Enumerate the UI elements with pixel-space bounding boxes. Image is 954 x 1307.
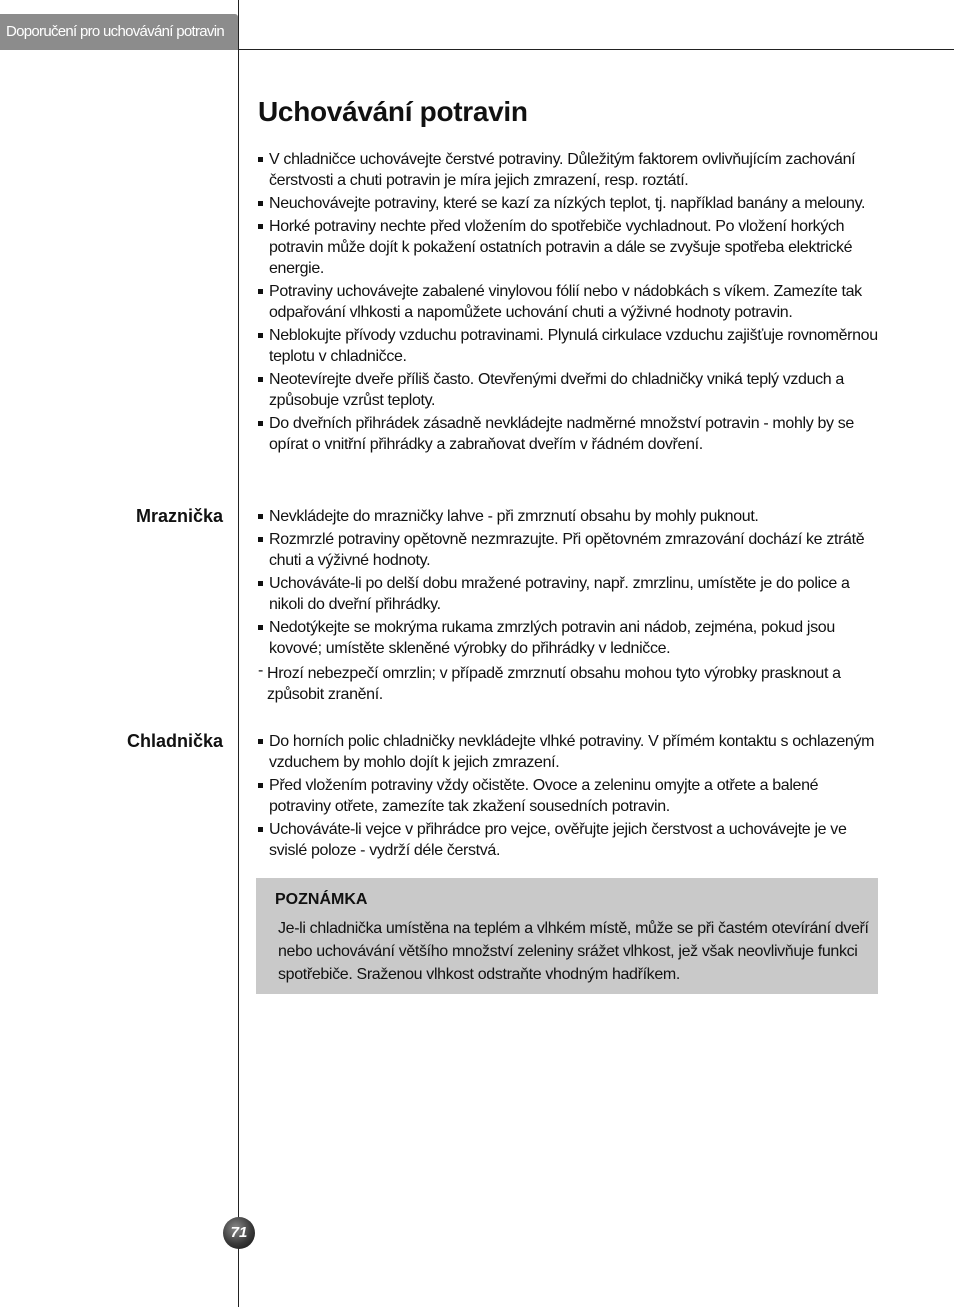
list-item: Neblokujte přívody vzduchu potravinami. Plynulá cirkulace vzduchu zajišťuje rovnoměrnou teplotu v chladničce. xyxy=(258,325,880,367)
page-number: 71 xyxy=(223,1217,255,1249)
list-item: V chladničce uchovávejte čerstvé potraviny. Důležitým faktorem ovlivňujícím zachování čerstvosti a chuti potravin je míra jejich zmrazení, resp. roztátí. xyxy=(258,149,880,191)
section-tab xyxy=(0,14,238,50)
list-item: Neuchovávejte potraviny, které se kazí za nízkých teplot, tj. například banány a melouny. xyxy=(258,193,880,214)
freezer-heading: Mraznička xyxy=(135,506,223,526)
list-item: Nedotýkejte se mokrýma rukama zmrzlých potravin ani nádob, zejména, pokud jsou kovové; umístěte skleněné výrobky do přihrádky v ledničce. xyxy=(258,617,880,659)
page-title: Uchovávání potravin xyxy=(258,96,528,127)
list-item: Rozmrzlé potraviny opětovně nezmrazujte. Při opětovném zmrazování dochází ke ztrátě chuti a výživné hodnoty. xyxy=(258,529,880,571)
warning-text: Hrozí nebezpečí omrzlin; v případě zmrznutí obsahu mohou tyto výrobky prasknout a způsobit zranění. xyxy=(267,665,841,703)
list-item: Neotevírejte dveře příliš často. Otevřenými dveřmi do chladničky vniká teplý vzduch a způsobuje vzrůst teploty. xyxy=(258,369,880,411)
list-item: Nevkládejte do mrazničky lahve - při zmrznutí obsahu by mohly puknout. xyxy=(258,506,880,527)
list-item: Horké potraviny nechte před vložením do spotřebiče vychladnout. Po vložení horkých potravin může dojít k pokažení ostatních potravin a dále se zvyšuje spotřeba elektrické energie. xyxy=(258,216,880,279)
list-item: Potraviny uchovávejte zabalené vinylovou fólií nebo v nádobkách s víkem. Zamezíte tak odpařování vlhkosti a napomůžete uchování chuti a výživné hodnoty potravin. xyxy=(258,281,880,323)
note-title: POZNÁMKA xyxy=(275,891,368,908)
list-item: Do dveřních přihrádek zásadně nevkládejte nadměrné množství potravin - mohly by se opírat o vnitřní přihrádky a zabraňovat dveřím v řádném dovření. xyxy=(258,413,880,455)
freezer-tips-list xyxy=(258,506,880,707)
dash-mark: - xyxy=(258,662,263,679)
list-item: Před vložením potraviny vždy očistěte. Ovoce a zeleninu omyjte a otřete a balené potraviny otřete, zamezíte tak zkažení sousedních potravin. xyxy=(258,775,880,817)
fridge-heading: Chladnička xyxy=(126,731,223,751)
note-box xyxy=(256,878,878,994)
list-item-warning xyxy=(258,663,880,705)
list-item: Do horních polic chladničky nevkládejte vlhké potraviny. V přímém kontaktu s ochlazeným vzduchem by mohlo dojít k jejich zmrazení. xyxy=(258,731,880,773)
section-tab-label: Doporučení pro uchovávání potravin xyxy=(5,23,224,40)
note-text: Je-li chladnička umístěna na teplém a vlhkém místě, může se při častém otevírání dveří nebo uchovávání většího množství zeleniny srážet vlhkost, jež však neovlivňuje funkci spotřebiče. Sraženou vlhkost odstraňte vhodným hadříkem. xyxy=(278,920,869,983)
fridge-tips-list xyxy=(258,731,880,863)
list-item: Uchováváte-li po delší dobu mražené potraviny, např. zmrzlinu, umístěte je do police a nikoli do dveřní přihrádky. xyxy=(258,573,880,615)
header-divider xyxy=(238,49,954,50)
list-item: Uchováváte-li vejce v přihrádce pro vejce, ověřujte jejich čerstvost a uchovávejte je ve svislé poloze - vydrží déle čerstvá. xyxy=(258,819,880,861)
general-tips-list xyxy=(258,149,880,457)
margin-divider xyxy=(238,0,239,1307)
